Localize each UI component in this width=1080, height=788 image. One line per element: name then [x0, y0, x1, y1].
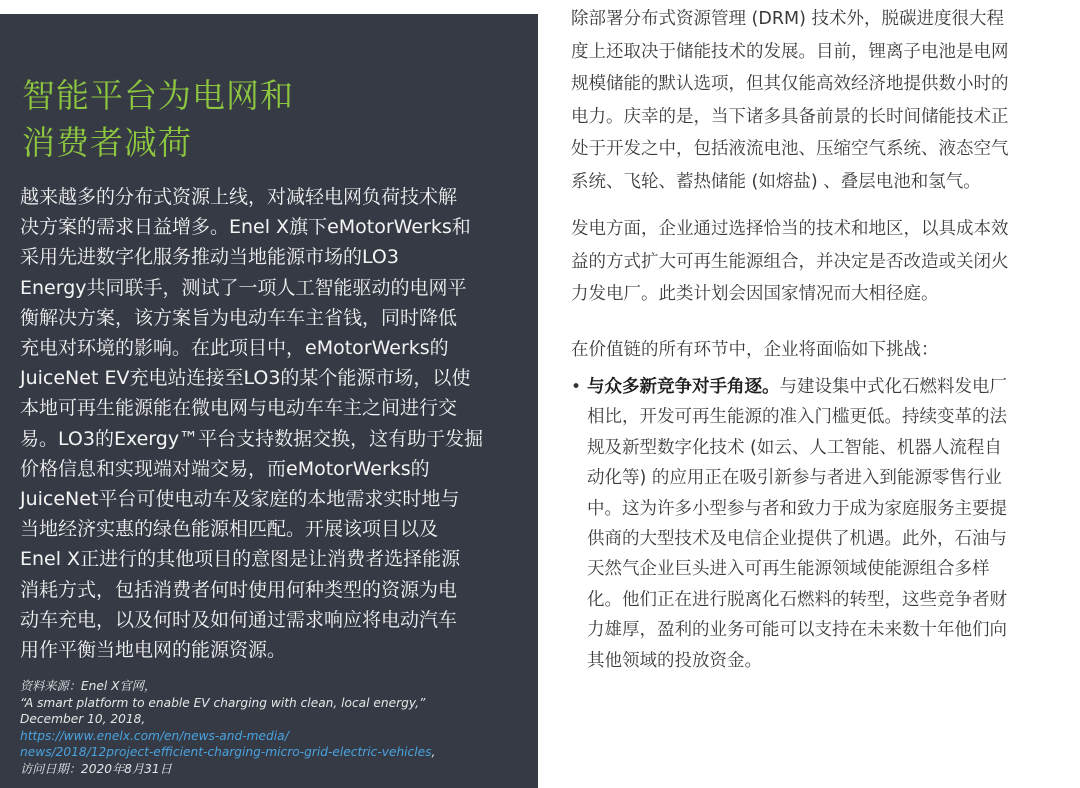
sidebar-body-line: Energy共同联手，测试了一项人工智能驱动的电网平	[20, 276, 467, 299]
sidebar-body-line: 充电对环境的影响。在此项目中，eMotorWerks的	[20, 337, 449, 360]
paragraph-line: 益的方式扩大可再生能源组合，并决定是否改造或关闭火	[571, 251, 1009, 272]
bullet-line: 力雄厚，盈利的业务可能可以支持在未来数十年他们向	[587, 620, 1007, 641]
sidebar-body-line: 越来越多的分布式资源上线，对减轻电网负荷技术解	[20, 186, 458, 208]
paragraph-line: 电力。庆幸的是，当下诸多具备前景的长时间储能技术正	[571, 106, 1009, 127]
sidebar-body-line: 动车充电，以及何时及如何通过需求响应将电动汽车	[20, 608, 458, 631]
sidebar-body-line: 决方案的需求日益增多。Enel X旗下eMotorWerks和	[20, 216, 471, 239]
bullet-line: 供商的大型技术及电信企业提供了机遇。此外，石油与	[587, 529, 1007, 550]
source-link-continued[interactable]: news/2018/12project-efficient-charging-micro-grid-electric-vehicles	[20, 745, 432, 759]
paragraph-line: 度上还取决于储能技术的发展。目前，锂离子电池是电网	[571, 41, 1009, 62]
source-link[interactable]: https://www.enelx.com/en/news-and-media/	[20, 728, 289, 743]
source-link-punctuation: ,	[431, 745, 436, 759]
bullet-line: 化。他们正在进行脱离化石燃料的转型，这些竞争者财	[587, 589, 1007, 610]
sidebar-body-line: 价格信息和实现端对端交易，而eMotorWerks的	[20, 457, 430, 480]
bullet-line: 动化等) 的应用正在吸引新参与者进入到能源零售行业	[587, 468, 1002, 489]
paragraph-line: 处于开发之中，包括液流电池、压缩空气系统、液态空气	[571, 139, 1009, 159]
paragraph-generation	[571, 213, 1076, 311]
sidebar-title	[22, 72, 522, 166]
bullet-line: 其他领域的投放资金。	[587, 650, 762, 671]
source-article-title: “A smart platform to enable EV charging with clean, local energy,”	[20, 695, 426, 710]
bullet-line: 天然气企业巨头进入可再生能源领域使能源组合多样	[587, 559, 990, 580]
sidebar-body-line: JuiceNet平台可使电动车及家庭的本地需求实时地与	[20, 488, 460, 511]
case-study-sidebar	[0, 14, 538, 788]
sidebar-body	[20, 182, 520, 665]
sidebar-body-line: 当地经济实惠的绿色能源相匹配。开展该项目以及	[20, 518, 439, 541]
paragraph-storage	[571, 3, 1076, 198]
source-access-date: 访问日期：2020年8月31日	[20, 761, 172, 776]
bullet-line: 相比，开发可再生能源的准入门槛更低。持续变革的法	[587, 407, 1007, 428]
bullet-marker: •	[571, 377, 582, 397]
paragraph-line: 系统、飞轮、蓄热储能 (如熔盐) 、叠层电池和氢气。	[571, 171, 981, 192]
bullet-heading: 与众多新竞争对手角逐。	[587, 377, 780, 397]
sidebar-body-line: JuiceNet EV充电站连接至LO3的某个能源市场，以使	[20, 367, 471, 390]
sidebar-body-line: 采用先进数字化服务推动当地能源市场的LO3	[20, 246, 399, 269]
paragraph-line: 力发电厂。此类计划会因国家情况而大相径庭。	[571, 284, 939, 304]
paragraph-challenges-intro	[571, 334, 1076, 367]
paragraph-line: 除部署分布式资源管理 (DRM) 技术外，脱碳进度很大程	[571, 9, 1005, 29]
sidebar-body-line: 易。LO3的Exergy™平台支持数据交换，这有助于发掘	[20, 427, 484, 450]
bullet-line: 规及新型数字化技术 (如云、人工智能、机器人流程自	[587, 437, 1002, 458]
sidebar-body-line: 本地可再生能源能在微电网与电动车车主之间进行交	[20, 397, 458, 420]
sidebar-body-line: 消耗方式，包括消费者何时使用何种类型的资源为电	[20, 578, 458, 601]
bullet-line: 中。这为许多小型参与者和致力于成为家庭服务主要提	[587, 498, 1007, 519]
source-citation	[20, 678, 530, 777]
source-date: December 10, 2018,	[20, 712, 146, 726]
paragraph-line: 规模储能的默认选项，但其仅能高效经济地提供数小时的	[571, 74, 1009, 94]
paragraph-line: 发电方面，企业通过选择恰当的技术和地区，以具成本效	[571, 219, 1009, 239]
bullet-line: 与建设集中式化石燃料发电厂	[779, 377, 1007, 397]
source-label: 资料来源：Enel X官网，	[20, 679, 157, 693]
sidebar-title-line: 消费者减荷	[22, 123, 192, 162]
sidebar-body-line: 用作平衡当地电网的能源资源。	[20, 639, 287, 662]
sidebar-body-line: 衡解决方案，该方案旨为电动车车主省钱，同时降低	[20, 306, 458, 329]
paragraph-line: 在价值链的所有环节中，企业将面临如下挑战：	[571, 340, 939, 360]
sidebar-title-line: 智能平台为电网和	[22, 76, 294, 115]
sidebar-body-line: Enel X正进行的其他项目的意图是让消费者选择能源	[20, 548, 461, 571]
